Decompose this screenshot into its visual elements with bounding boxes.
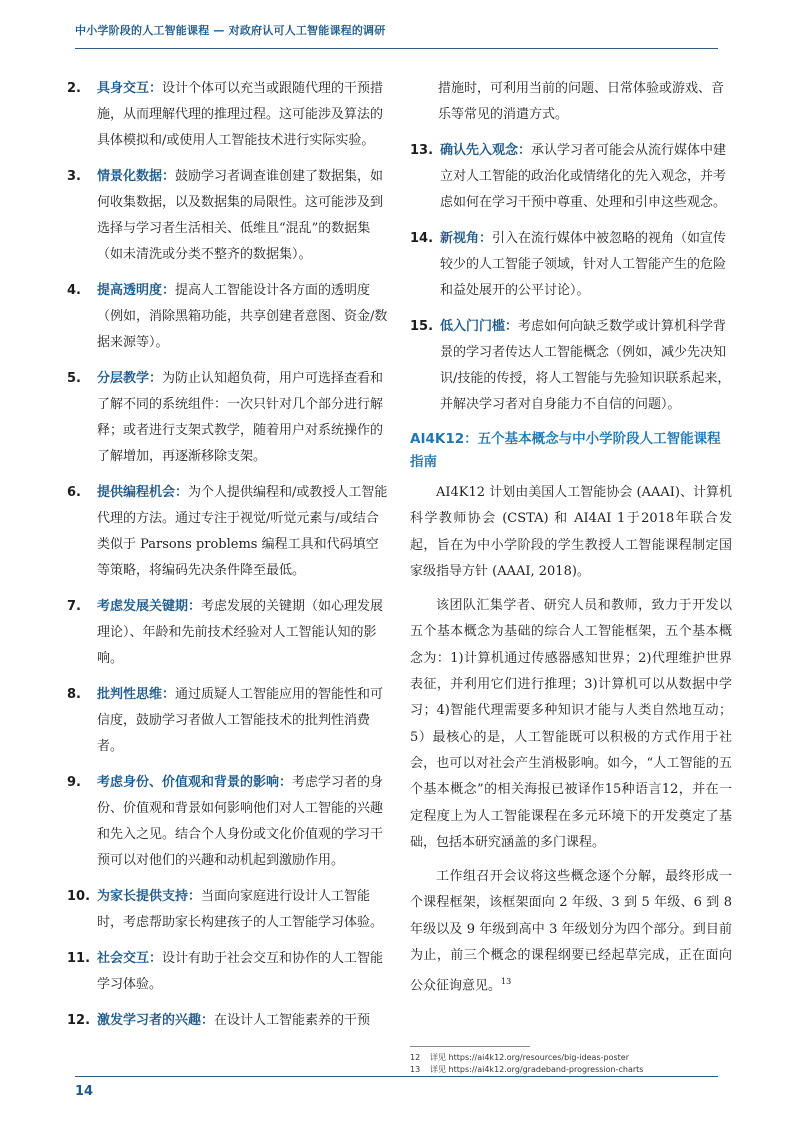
item-number: 12. <box>67 1013 91 1028</box>
item-term: 新视角： <box>440 231 493 246</box>
item-term: 考虑身份、价值观和背景的影响： <box>97 775 293 790</box>
item-text <box>97 594 389 672</box>
footnote: 13 详见 https://ai4k12.org/gradeband-progression-charts <box>410 1065 644 1074</box>
list-item <box>67 76 389 154</box>
item-text <box>97 76 389 154</box>
list-item <box>67 770 389 874</box>
item-term: 低入门门槛： <box>440 319 519 334</box>
footer-rule <box>75 1076 718 1077</box>
item-number: 2. <box>67 81 81 96</box>
page-number: 14 <box>75 1084 94 1099</box>
list-item <box>410 226 732 304</box>
list-item <box>67 884 389 936</box>
item-body: 考虑学习者的身份、价值观和背景如何影响他们对人工智能的兴趣和先入之见。结合个人身份或文化价值观的学习干预可以对他们的兴趣和动机起到激励作用。 <box>97 775 384 868</box>
paragraph: 该团队汇集学者、研究人员和教师，致力于开发以五个基本概念为基础的综合人工智能框架，五个基本概念为：1)计算机通过传感器感知世界；2)代理维护世界表征，并利用它们进行推理；3)计算机可以从数据中学习；4)智能代理需要多种知识才能与人类自然地互动； 5）最核心的是，人工智能既可以积极的方式作用于社会，也可以对社会产生消极影响。如今，“人工智能的五个基本概念”的相关海报已被译作15种语言12，并在一定程度上为人工智能课程在多元环境下的开发奠定了基础，包括本研究涵盖的多门课程。 <box>410 598 732 850</box>
list-item <box>410 138 732 216</box>
item-body: 考虑发展的关键期（如心理发展理论）、年龄和先前技术经验对人工智能认知的影响。 <box>97 599 384 666</box>
list-item <box>67 164 389 268</box>
item-body: 设计有助于社会交互和协作的人工智能学习体验。 <box>97 951 384 992</box>
item-text <box>440 226 732 304</box>
item-body: 提高人工智能设计各方面的透明度（例如，消除黑箱功能，共享创建者意图、资金/数据来源等）。 <box>97 283 388 350</box>
item-term: 社会交互： <box>97 951 163 966</box>
header-rule <box>75 48 718 49</box>
item-body: 当面向家庭进行设计人工智能时，考虑帮助家长构建孩子的人工智能学习体验。 <box>97 889 384 930</box>
item-text <box>440 138 732 216</box>
item-term: 具身交互： <box>97 81 163 96</box>
item-term: 为家长提供支持： <box>97 889 202 904</box>
item-body: 为个人提供编程和/或教授人工智能代理的方法。通过专注于视觉/听觉元素与/或结合类似于 Parsons problems 编程工具和代码填空等策略，将编码先决条件降至最低。 <box>97 485 388 578</box>
footnote-ref[interactable]: 13 <box>501 977 512 987</box>
item-body: 设计个体可以充当或跟随代理的干预措施，从而理解代理的推理过程。这可能涉及算法的具体模拟和/或使用人工智能技术进行实际实验。 <box>97 81 384 148</box>
item-text <box>97 770 389 874</box>
item-text <box>97 946 389 998</box>
item-number: 9. <box>67 775 81 790</box>
section-title: AI4K12：五个基本概念与中小学阶段人工智能课程指南 <box>410 431 721 470</box>
list-item <box>410 314 732 418</box>
item-number: 3. <box>67 169 81 184</box>
item-term: 情景化数据： <box>97 169 176 184</box>
item-body: 考虑如何向缺乏数学或计算机科学背景的学习者传达人工智能概念（例如，减少先决知识/技能的传授，将人工智能与先验知识联系起来，并解决学习者对自身能力不自信的问题）。 <box>440 319 731 412</box>
item-number: 10. <box>67 889 91 904</box>
item-term: 分层教学： <box>97 371 163 386</box>
item-text <box>97 366 389 470</box>
item-text <box>97 480 389 584</box>
item-term: 提供编程机会： <box>97 485 189 500</box>
item-text <box>97 884 389 936</box>
item-body: 通过质疑人工智能应用的智能性和可信度，鼓励学习者做人工智能技术的批判性消费者。 <box>97 687 384 754</box>
item-number: 13. <box>410 143 434 158</box>
item-number: 11. <box>67 951 91 966</box>
list-item <box>67 278 389 356</box>
item-term: 激发学习者的兴趣： <box>97 1013 215 1028</box>
list-item <box>67 682 389 760</box>
item-body: 引入在流行媒体中被忽略的视角（如宣传较少的人工智能子领域，针对人工智能产生的危险和益处展开的公平讨论）。 <box>440 231 727 298</box>
list-item <box>67 1008 389 1034</box>
paragraph-last: 工作组召开会议将这些概念逐个分解，最终形成一个课程框架，该框架面向 2 年级、3 到 5 年级、6 到 8 年级以及 9 年级到高中 3 年级划分为四个部分。到目前为止，前三个概念的课程纲要已经起草完成，正在面向公众征询意见。$^{13}$ <box>410 869 732 994</box>
list-item <box>67 946 389 998</box>
item-number: 5. <box>67 371 81 386</box>
item-text <box>97 164 389 268</box>
item-text <box>97 682 389 760</box>
list-item <box>67 366 389 470</box>
item-number: 8. <box>67 687 81 702</box>
list-item <box>67 594 389 672</box>
item-number: 15. <box>410 319 434 334</box>
item-text <box>97 1008 389 1034</box>
item-body: 承认学习者可能会从流行媒体中建立对人工智能的政治化或情绪化的先入观念，并考虑如何在学习干预中尊重、处理和引申这些观念。 <box>440 143 727 210</box>
footnote: 12 详见 https://ai4k12.org/resources/big-ideas-poster <box>410 1053 630 1062</box>
item-text <box>97 278 389 356</box>
paragraph: AI4K12 计划由美国人工智能协会 (AAAI)、计算机科学教师协会 (CSTA) 和 AI4AI 1于2018年联合发起，旨在为中小学阶段的学生教授人工智能课程制定国家级指导方针 (AAAI, 2018)。 <box>410 485 732 579</box>
item-number: 14. <box>410 231 434 246</box>
item-body: 为防止认知超负荷，用户可选择查看和了解不同的系统组件：一次只针对几个部分进行解释；或者进行支架式教学，随着用户对系统操作的了解增加，再逐渐移除支架。 <box>97 371 384 464</box>
item-term: 考虑发展关键期： <box>97 599 202 614</box>
item-number: 4. <box>67 283 81 298</box>
left-column <box>67 76 389 1044</box>
running-header: 中小学阶段的人工智能课程 — 对政府认可人工智能课程的调研 <box>75 24 386 37</box>
right-column <box>410 76 732 1008</box>
list-item <box>67 480 389 584</box>
item-number: 6. <box>67 485 81 500</box>
item-number: 7. <box>67 599 81 614</box>
item-body: 鼓励学习者调查谁创建了数据集，如何收集数据，以及数据集的局限性。这可能涉及到选择与学习者生活相关、低维且“混乱”的数据集（如未清洗或分类不整齐的数据集）。 <box>97 169 384 262</box>
item-body: 在设计人工智能素养的干预 <box>214 1013 371 1028</box>
item-term: 确认先入观念： <box>440 143 532 158</box>
item-term: 批判性思维： <box>97 687 176 702</box>
item-text <box>440 314 732 418</box>
item-12-continuation: 措施时，可利用当前的问题、日常体验或游戏、音乐等常见的消遣方式。 <box>438 81 725 122</box>
footnote-rule <box>410 1046 530 1047</box>
item-term: 提高透明度： <box>97 283 176 298</box>
